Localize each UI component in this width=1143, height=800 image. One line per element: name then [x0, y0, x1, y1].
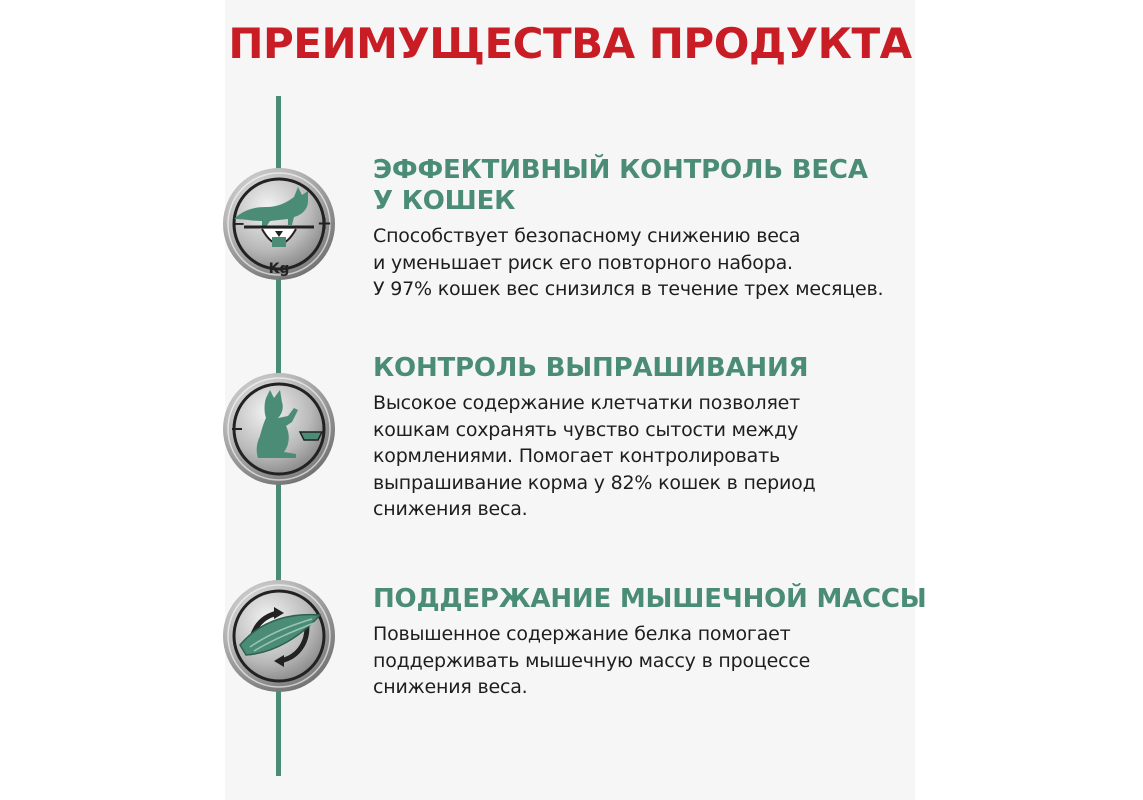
page-title: ПРЕИМУЩЕСТВА ПРОДУКТА: [228, 19, 912, 68]
cat-on-scale-icon: [222, 167, 336, 281]
benefit-muscle-support: [373, 584, 963, 701]
benefit-heading: КОНТРОЛЬ ВЫПРАШИВАНИЯ: [373, 353, 809, 383]
benefit-begging-control: [373, 353, 963, 523]
benefit-description: Высокое содержание клетчатки позволяет кошкам сохранять чувство сытости между кормлениями. Помогает контролировать выпрашивание корма у 82% кошек в период снижения веса.: [373, 392, 816, 520]
scale-label: Kg: [268, 261, 290, 277]
benefit-heading: ПОДДЕРЖАНИЕ МЫШЕЧНОЙ МАССЫ: [373, 584, 927, 614]
minus-sign: −: [232, 214, 246, 233]
benefit-description: Способствует безопасному снижению веса и уменьшает риск его повторного набора. У 97% кошек вес снизился в течение трех месяцев.: [373, 225, 884, 300]
muscle-fiber-icon: [222, 579, 336, 693]
benefit-heading: ЭФФЕКТИВНЫЙ КОНТРОЛЬ ВЕСА У КОШЕК: [373, 155, 868, 216]
benefit-description: Повышенное содержание белка помогает поддерживать мышечную массу в процессе снижения веса.: [373, 623, 811, 698]
plus-sign: +: [317, 213, 333, 234]
benefit-weight-control: [373, 155, 963, 303]
begging-cat-icon: [222, 372, 336, 486]
